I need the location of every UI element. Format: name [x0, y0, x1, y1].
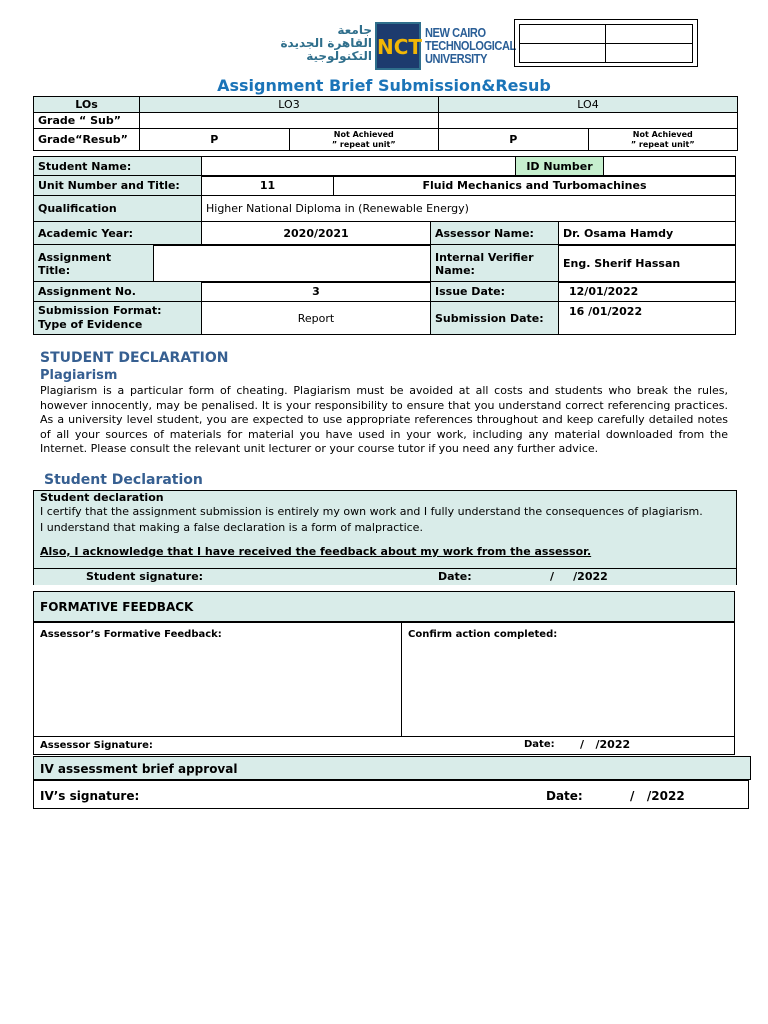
student-name-field[interactable]: [202, 157, 516, 177]
lo3-resub-grade: P: [140, 129, 290, 151]
internal-verifier-label: Internal Verifier Name:: [431, 245, 559, 283]
declaration-box-heading: Student declaration: [40, 491, 164, 504]
header-box-cell: [520, 25, 606, 44]
assessor-date-value[interactable]: / /2022: [580, 738, 631, 751]
assignment-title-field[interactable]: [154, 245, 431, 283]
academic-year-value: 2020/2021: [202, 222, 431, 246]
assessor-date-label: Date:: [524, 739, 555, 750]
formative-feedback-header: [33, 591, 735, 622]
submission-format-label: Submission Format: Type of Evidence: [34, 302, 202, 335]
qualification-label: Qualification: [34, 196, 202, 222]
student-signature-label: Student signature:: [86, 570, 204, 583]
iv-approval-title: IV assessment brief approval: [40, 762, 238, 776]
student-info-table: [33, 156, 736, 177]
assessor-feedback-label: Assessor’s Formative Feedback:: [40, 629, 222, 640]
university-logo: [276, 22, 516, 70]
formative-feedback-title: FORMATIVE FEEDBACK: [40, 600, 194, 614]
acknowledge-text: Also, I acknowledge that I have received the feedback about my work from the assessor.: [40, 545, 592, 558]
id-number-label: ID Number: [516, 157, 604, 177]
header-box-cell: [606, 44, 693, 63]
lo4-grade-sub[interactable]: [439, 113, 738, 129]
logo-arabic-text: جامعة القاهرة الجديدة التكنولوجية: [280, 23, 372, 63]
assignment-no-table: [33, 281, 736, 335]
student-signature-row: [34, 568, 736, 585]
lo4-resub-grade: P: [439, 129, 589, 151]
assessor-feedback-area[interactable]: [33, 622, 402, 737]
lo3-grade-sub[interactable]: [140, 113, 439, 129]
plagiarism-text: Plagiarism is a particular form of cheating. Plagiarism must be avoided at all costs and students who break the rules, however innocently, may be penalised. It is your responsibility to ensure that you understand correct referencing practices. As a university level student, you are expected to use appropriate references throughout and keep carefully detailed notes of all your sources of materials for material you have used in your work, including any material downloaded from the Internet. Please consult the relevant unit lecturer or your course tutor if you need any further advice.: [40, 384, 728, 455]
declaration-line-2: I understand that making a false declaration is a form of malpractice.: [40, 521, 423, 534]
student-declaration-box: [33, 490, 737, 585]
lo3-header: LO3: [140, 97, 439, 113]
student-declaration-heading: STUDENT DECLARATION: [40, 350, 229, 366]
unit-number: 11: [202, 176, 334, 196]
iv-approval-header: [33, 756, 751, 780]
lo3-not-achieved: Not Achieved ” repeat unit”: [289, 129, 439, 151]
assessor-signature-label: Assessor Signature:: [40, 740, 153, 751]
iv-date-value[interactable]: / /2022: [630, 789, 685, 803]
student-date-label: Date:: [438, 570, 472, 583]
assessor-name-label: Assessor Name:: [431, 222, 559, 246]
confirm-action-label: Confirm action completed:: [408, 629, 558, 640]
header-box-cell: [520, 44, 606, 63]
header-box-cell: [606, 25, 693, 44]
confirm-action-area[interactable]: [401, 622, 735, 737]
logo-mark-icon: NCT: [375, 22, 421, 70]
grade-sub-label: Grade “ Sub”: [34, 113, 140, 129]
page-title: Assignment Brief Submission&Resub: [217, 76, 551, 95]
assignment-no-label: Assignment No.: [34, 282, 202, 302]
student-declaration-subheading: Student Declaration: [44, 472, 203, 488]
unit-label: Unit Number and Title:: [34, 176, 202, 196]
lo4-header: LO4: [439, 97, 738, 113]
submission-date-label: Submission Date:: [431, 302, 559, 335]
iv-signature-label: IV’s signature:: [40, 789, 140, 803]
grades-table: [33, 96, 738, 151]
declaration-line-1: I certify that the assignment submission is entirely my own work and I fully understand the consequences of plagiarism.: [40, 505, 703, 518]
assessor-name-value: Dr. Osama Hamdy: [559, 222, 736, 246]
logo-english-text: NEW CAIRO TECHNOLOGICAL UNIVERSITY: [425, 25, 516, 66]
los-label: LOs: [34, 97, 140, 113]
assignment-title-label: Assignment Title:: [34, 245, 154, 283]
iv-signature-row: [33, 780, 749, 809]
id-number-field[interactable]: [604, 157, 736, 177]
assignment-title-table: [33, 244, 736, 283]
qualification-value: Higher National Diploma in (Renewable Energy): [202, 196, 736, 222]
student-name-label: Student Name:: [34, 157, 202, 177]
internal-verifier-value: Eng. Sherif Hassan: [559, 245, 736, 283]
submission-format-value: Report: [202, 302, 431, 335]
unit-title: Fluid Mechanics and Turbomachines: [334, 176, 736, 196]
assessor-signature-row: [33, 736, 735, 755]
academic-year-label: Academic Year:: [34, 222, 202, 246]
plagiarism-heading: Plagiarism: [40, 368, 118, 383]
iv-date-label: Date:: [546, 789, 583, 803]
issue-date-value: 12/01/2022: [559, 282, 736, 302]
grade-resub-label: Grade“Resub”: [34, 129, 140, 151]
header-blank-box: [514, 19, 698, 67]
academic-table: [33, 221, 736, 246]
unit-table: [33, 175, 736, 222]
assignment-no-value: 3: [202, 282, 431, 302]
student-date-value[interactable]: / /2022: [550, 570, 608, 583]
submission-date-value: 16 /01/2022: [559, 302, 736, 335]
issue-date-label: Issue Date:: [431, 282, 559, 302]
lo4-not-achieved: Not Achieved ” repeat unit”: [588, 129, 738, 151]
